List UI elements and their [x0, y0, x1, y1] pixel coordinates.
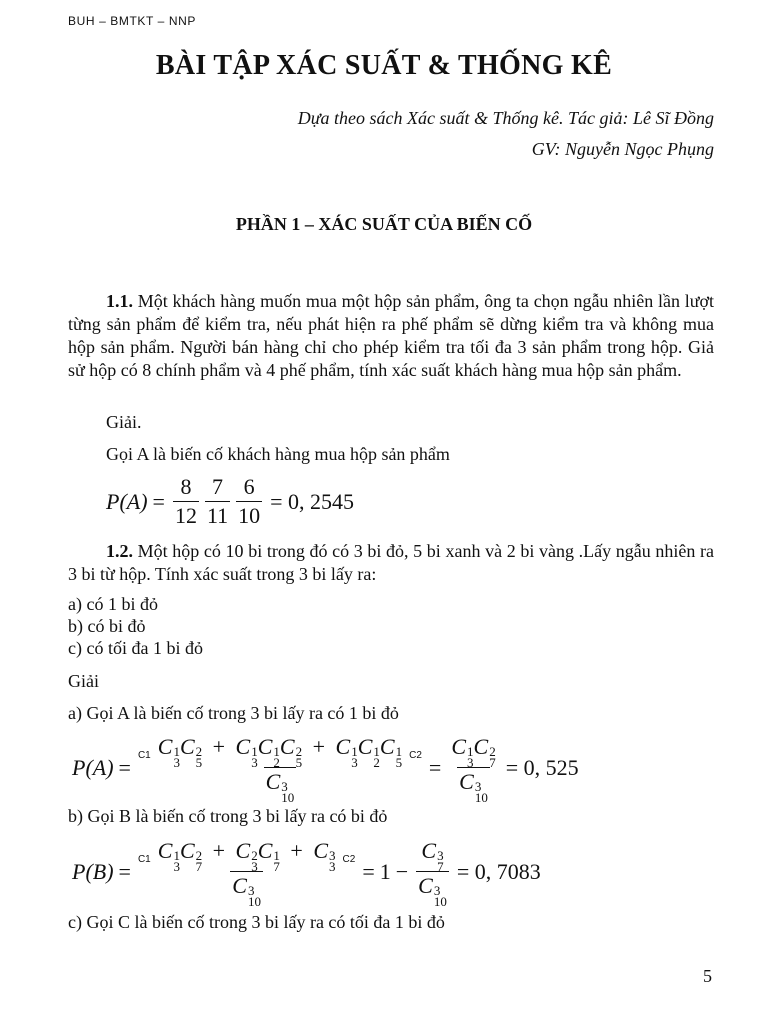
denominator: C 3 10: [418, 873, 447, 909]
list-item: c) có tối đa 1 bi đỏ: [68, 638, 203, 658]
exercise-1-2: [68, 540, 714, 586]
formula-1-2-b: P(B) = C1 C 1 3 C 2 7 + C 2 3 C 1 7 + C 3 3 C 3 10 C2 = 1 − C 3 7 C 3 10 = 0, 7083: [72, 838, 541, 909]
formula-1-1: P(A) = $\frac{8}{12}$ $\frac{7}{11}$ $\frac{6}{10}$ = 0, 2545: [106, 474, 355, 528]
numerator: 7: [212, 474, 224, 499]
case-label: C1: [137, 750, 151, 761]
denominator: C 3 10: [232, 873, 261, 909]
numerator: C 1 3 C 2 7 + C 2 3 C 1 7 + C 3 3: [157, 838, 336, 874]
denominator: 12: [174, 503, 197, 528]
formula-1-2-a: P(A) = C1 C 1 3 C 2 5 + C 1 3 C 1 2 C 2 5 + C 1 3 C 1 2 C 1 5 C 3 10 C2 = C 1 3 C 2 7 C 3 10 = 0, 525: [72, 734, 579, 805]
numerator: C 1 3 C 2 5 + C 1 3 C 1 2 C 2 5 + C 1 3 C 1 2 C 1 5: [157, 734, 403, 770]
page-number: 5: [703, 966, 712, 986]
event-definition-a: a) Gọi A là biến cố trong 3 bi lấy ra có 1 bi đỏ: [68, 703, 399, 723]
denominator: C 3 10: [265, 769, 295, 805]
formula-result: = 0, 7083: [456, 858, 541, 884]
numerator: 6: [243, 474, 255, 499]
event-definition-c: c) Gọi C là biến cố trong 3 bi lấy ra có tối đa 1 bi đỏ: [68, 912, 445, 932]
case-label: C1: [137, 854, 151, 865]
event-definition-b: b) Gọi B là biến cố trong 3 bi lấy ra có bi đỏ: [68, 806, 388, 826]
list-item: a) có 1 bi đỏ: [68, 594, 158, 614]
formula-result: = 0, 2545: [270, 488, 355, 514]
exercise-number: 1.1.: [106, 291, 133, 311]
exercise-text: Một hộp có 10 bi trong đó có 3 bi đỏ, 5 bi xanh và 2 bi vàng .Lấy ngẫu nhiên ra 3 bi từ hộp. Tính xác suất trong 3 bi lấy ra:: [68, 541, 714, 584]
part-heading: PHẦN 1 – XÁC SUẤT CỦA BIẾN CỐ: [235, 214, 533, 234]
document-title: BÀI TẬP XÁC SUẤT & THỐNG KÊ: [155, 50, 613, 81]
numerator: C 3 7: [421, 838, 444, 874]
formula-lhs: P(A): [72, 754, 114, 780]
one-value: 1: [379, 858, 391, 884]
numerator: 8: [180, 474, 192, 499]
denominator: C 3 10: [459, 769, 488, 805]
source-line: Dựa theo sách Xác suất & Thống kê. Tác giả: Lê Sĩ Đồng: [297, 108, 714, 128]
solution-label: Giải: [68, 671, 99, 691]
running-header: BUH – BMTKT – NNP: [68, 14, 197, 28]
solution-label: Giải.: [106, 412, 142, 432]
teacher-line: GV: Nguyễn Ngọc Phụng: [531, 139, 714, 159]
numerator: C 1 3 C 2 7: [451, 734, 496, 770]
formula-lhs: P(A): [106, 488, 148, 514]
exercise-1-1: [68, 290, 714, 382]
formula-lhs: P(B): [72, 858, 114, 884]
formula-result: = 0, 525: [505, 754, 579, 780]
denominator: 10: [238, 503, 261, 528]
event-definition: Gọi A là biến cố khách hàng mua hộp sản phẩm: [106, 444, 450, 464]
exercise-text: Một khách hàng muốn mua một hộp sản phẩm, ông ta chọn ngẫu nhiên lần lượt từng sản phẩm để kiểm tra, nếu phát hiện ra phế phẩm sẽ dừng kiểm tra và không mua hộp sản phẩm. Người bán hàng chỉ cho phép kiểm tra tối đa 3 sản phẩm trong hộp. Giả sử hộp có 8 chính phẩm và 4 phế phẩm, tính xác suất khách hàng mua hộp sản phẩm.: [68, 291, 715, 380]
case-label: C2: [342, 854, 356, 865]
case-label: C2: [409, 750, 422, 761]
exercise-number: 1.2.: [106, 541, 133, 561]
denominator: 11: [206, 503, 229, 528]
list-item: b) có bi đỏ: [68, 616, 146, 636]
